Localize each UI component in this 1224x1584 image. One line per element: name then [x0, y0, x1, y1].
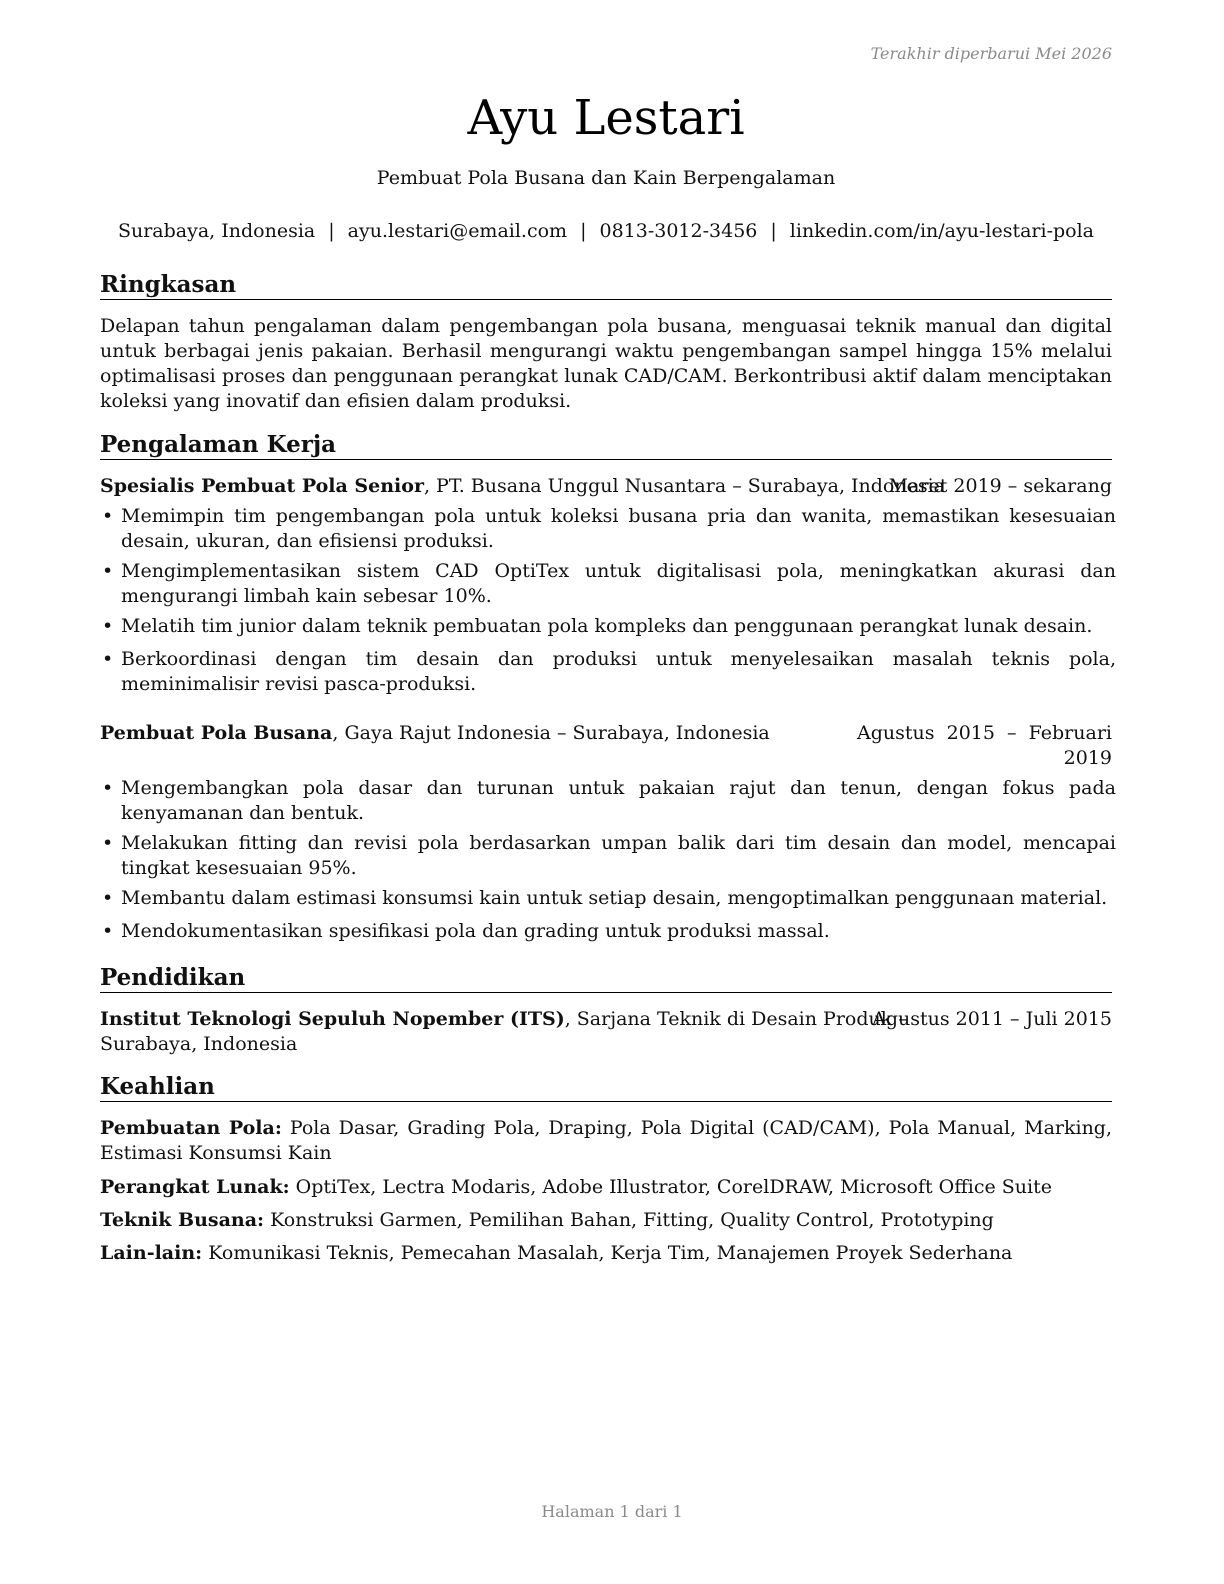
page-number: Halaman 1 dari 1 — [541, 1502, 683, 1521]
education-location: Surabaya, Indonesia — [100, 1033, 298, 1055]
section-title-experience: Pengalaman Kerja — [100, 431, 1112, 460]
bullet-text: Memimpin tim pengembangan pola untuk koleksi busana pria dan wanita, memastikan kesesuaian desain, ukuran, dan efisiensi produksi. — [121, 505, 1116, 552]
job-company: , PT. Busana Unggul Nusantara – Surabaya, Indonesia — [423, 475, 946, 497]
job-company: , Gaya Rajut Indonesia – Surabaya, Indonesia — [332, 722, 770, 744]
skill-value: Konstruksi Garmen, Pemilihan Bahan, Fitting, Quality Control, Prototyping — [264, 1209, 994, 1231]
skill-label: Lain-lain: — [100, 1242, 203, 1264]
skill-value: Pola Dasar, Grading Pola, Draping, Pola Digital (CAD/CAM), Pola Manual, Marking, Estimasi Konsumsi Kain — [100, 1117, 1113, 1164]
education-degree: , Sarjana Teknik di Desain Produk – — [564, 1008, 908, 1030]
contact-linkedin[interactable]: linkedin.com/in/ayu-lestari-pola — [789, 220, 1095, 242]
skill-row — [100, 1175, 1112, 1200]
section-title-summary: Ringkasan — [100, 271, 1112, 300]
contact-separator: | — [328, 220, 335, 242]
candidate-headline: Pembuat Pola Busana dan Kain Berpengalaman — [376, 167, 836, 189]
bullet-text: Berkoordinasi dengan tim desain dan produksi untuk menyelesaikan masalah teknis pola, meminimalisir revisi pasca-produksi. — [121, 648, 1116, 695]
job-title-line — [100, 474, 945, 499]
education-school: Institut Teknologi Sepuluh Nopember (ITS) — [100, 1008, 565, 1030]
bullet-icon: • — [102, 777, 114, 799]
last-updated-note: Terakhir diperbarui Mei 2026 — [870, 44, 1112, 63]
job-dates — [857, 721, 1112, 771]
contact-email[interactable]: ayu.lestari@email.com — [347, 220, 568, 242]
bullet-icon: • — [102, 887, 114, 909]
job-title-line — [100, 721, 770, 746]
section-title-skills: Keahlian — [100, 1073, 1112, 1102]
candidate-name: Ayu Lestari — [467, 90, 745, 146]
job-role: Spesialis Pembuat Pola Senior — [100, 475, 424, 497]
skill-row — [100, 1116, 1112, 1166]
skill-value: Komunikasi Teknis, Pemecahan Masalah, Kerja Tim, Manajemen Proyek Sederhana — [202, 1242, 1013, 1264]
contact-phone: 0813-3012-3456 — [599, 220, 758, 242]
skill-row — [100, 1241, 1112, 1266]
education-dates: Agustus 2011 – Juli 2015 — [872, 1008, 1112, 1030]
job-dates: Maret 2019 – sekarang — [888, 475, 1112, 497]
skill-label: Perangkat Lunak: — [100, 1176, 290, 1198]
job-dates-line1: Agustus 2015 – Februari — [857, 722, 1112, 744]
contact-separator: | — [770, 220, 777, 242]
bullet-icon: • — [102, 920, 114, 942]
bullet-icon: • — [102, 648, 114, 670]
bullet-text: Mengembangkan pola dasar dan turunan untuk pakaian rajut dan tenun, dengan fokus pada kenyamanan dan bentuk. — [121, 777, 1116, 824]
bullet-text: Mendokumentasikan spesifikasi pola dan grading untuk produksi massal. — [121, 920, 830, 942]
bullet-icon: • — [102, 832, 114, 854]
contact-separator: | — [580, 220, 587, 242]
bullet-text: Melatih tim junior dalam teknik pembuatan pola kompleks dan penggunaan perangkat lunak desain. — [121, 615, 1093, 637]
job-role: Pembuat Pola Busana — [100, 722, 333, 744]
bullet-text: Mengimplementasikan sistem CAD OptiTex untuk digitalisasi pola, meningkatkan akurasi dan mengurangi limbah kain sebesar 10%. — [121, 560, 1116, 607]
bullet-icon: • — [102, 560, 114, 582]
skill-value: OptiTex, Lectra Modaris, Adobe Illustrator, CorelDRAW, Microsoft Office Suite — [289, 1176, 1052, 1198]
bullet-text: Melakukan fitting dan revisi pola berdasarkan umpan balik dari tim desain dan model, mencapai tingkat kesesuaian 95%. — [121, 832, 1116, 879]
skill-label: Pembuatan Pola: — [100, 1117, 282, 1139]
bullet-icon: • — [102, 615, 114, 637]
contact-location: Surabaya, Indonesia — [117, 220, 316, 242]
bullet-text: Membantu dalam estimasi konsumsi kain untuk setiap desain, mengoptimalkan penggunaan material. — [121, 887, 1108, 909]
skill-row — [100, 1208, 1112, 1233]
contact-line — [100, 220, 1112, 242]
section-title-education: Pendidikan — [100, 964, 1112, 993]
education-school-line — [100, 1007, 908, 1057]
job-dates-line2: 2019 — [1063, 747, 1112, 769]
summary-text: Delapan tahun pengalaman dalam pengembangan pola busana, menguasai teknik manual dan digital untuk berbagai jenis pakaian. Berhasil mengurangi waktu pengembangan sampel hingga 15% melalui optimalisasi proses dan penggunaan perangkat lunak CAD/CAM. Berkontribusi aktif dalam menciptakan koleksi yang inovatif dan efisien dalam produksi. — [100, 315, 1112, 412]
skill-label: Teknik Busana: — [100, 1209, 265, 1231]
bullet-icon: • — [102, 505, 114, 527]
